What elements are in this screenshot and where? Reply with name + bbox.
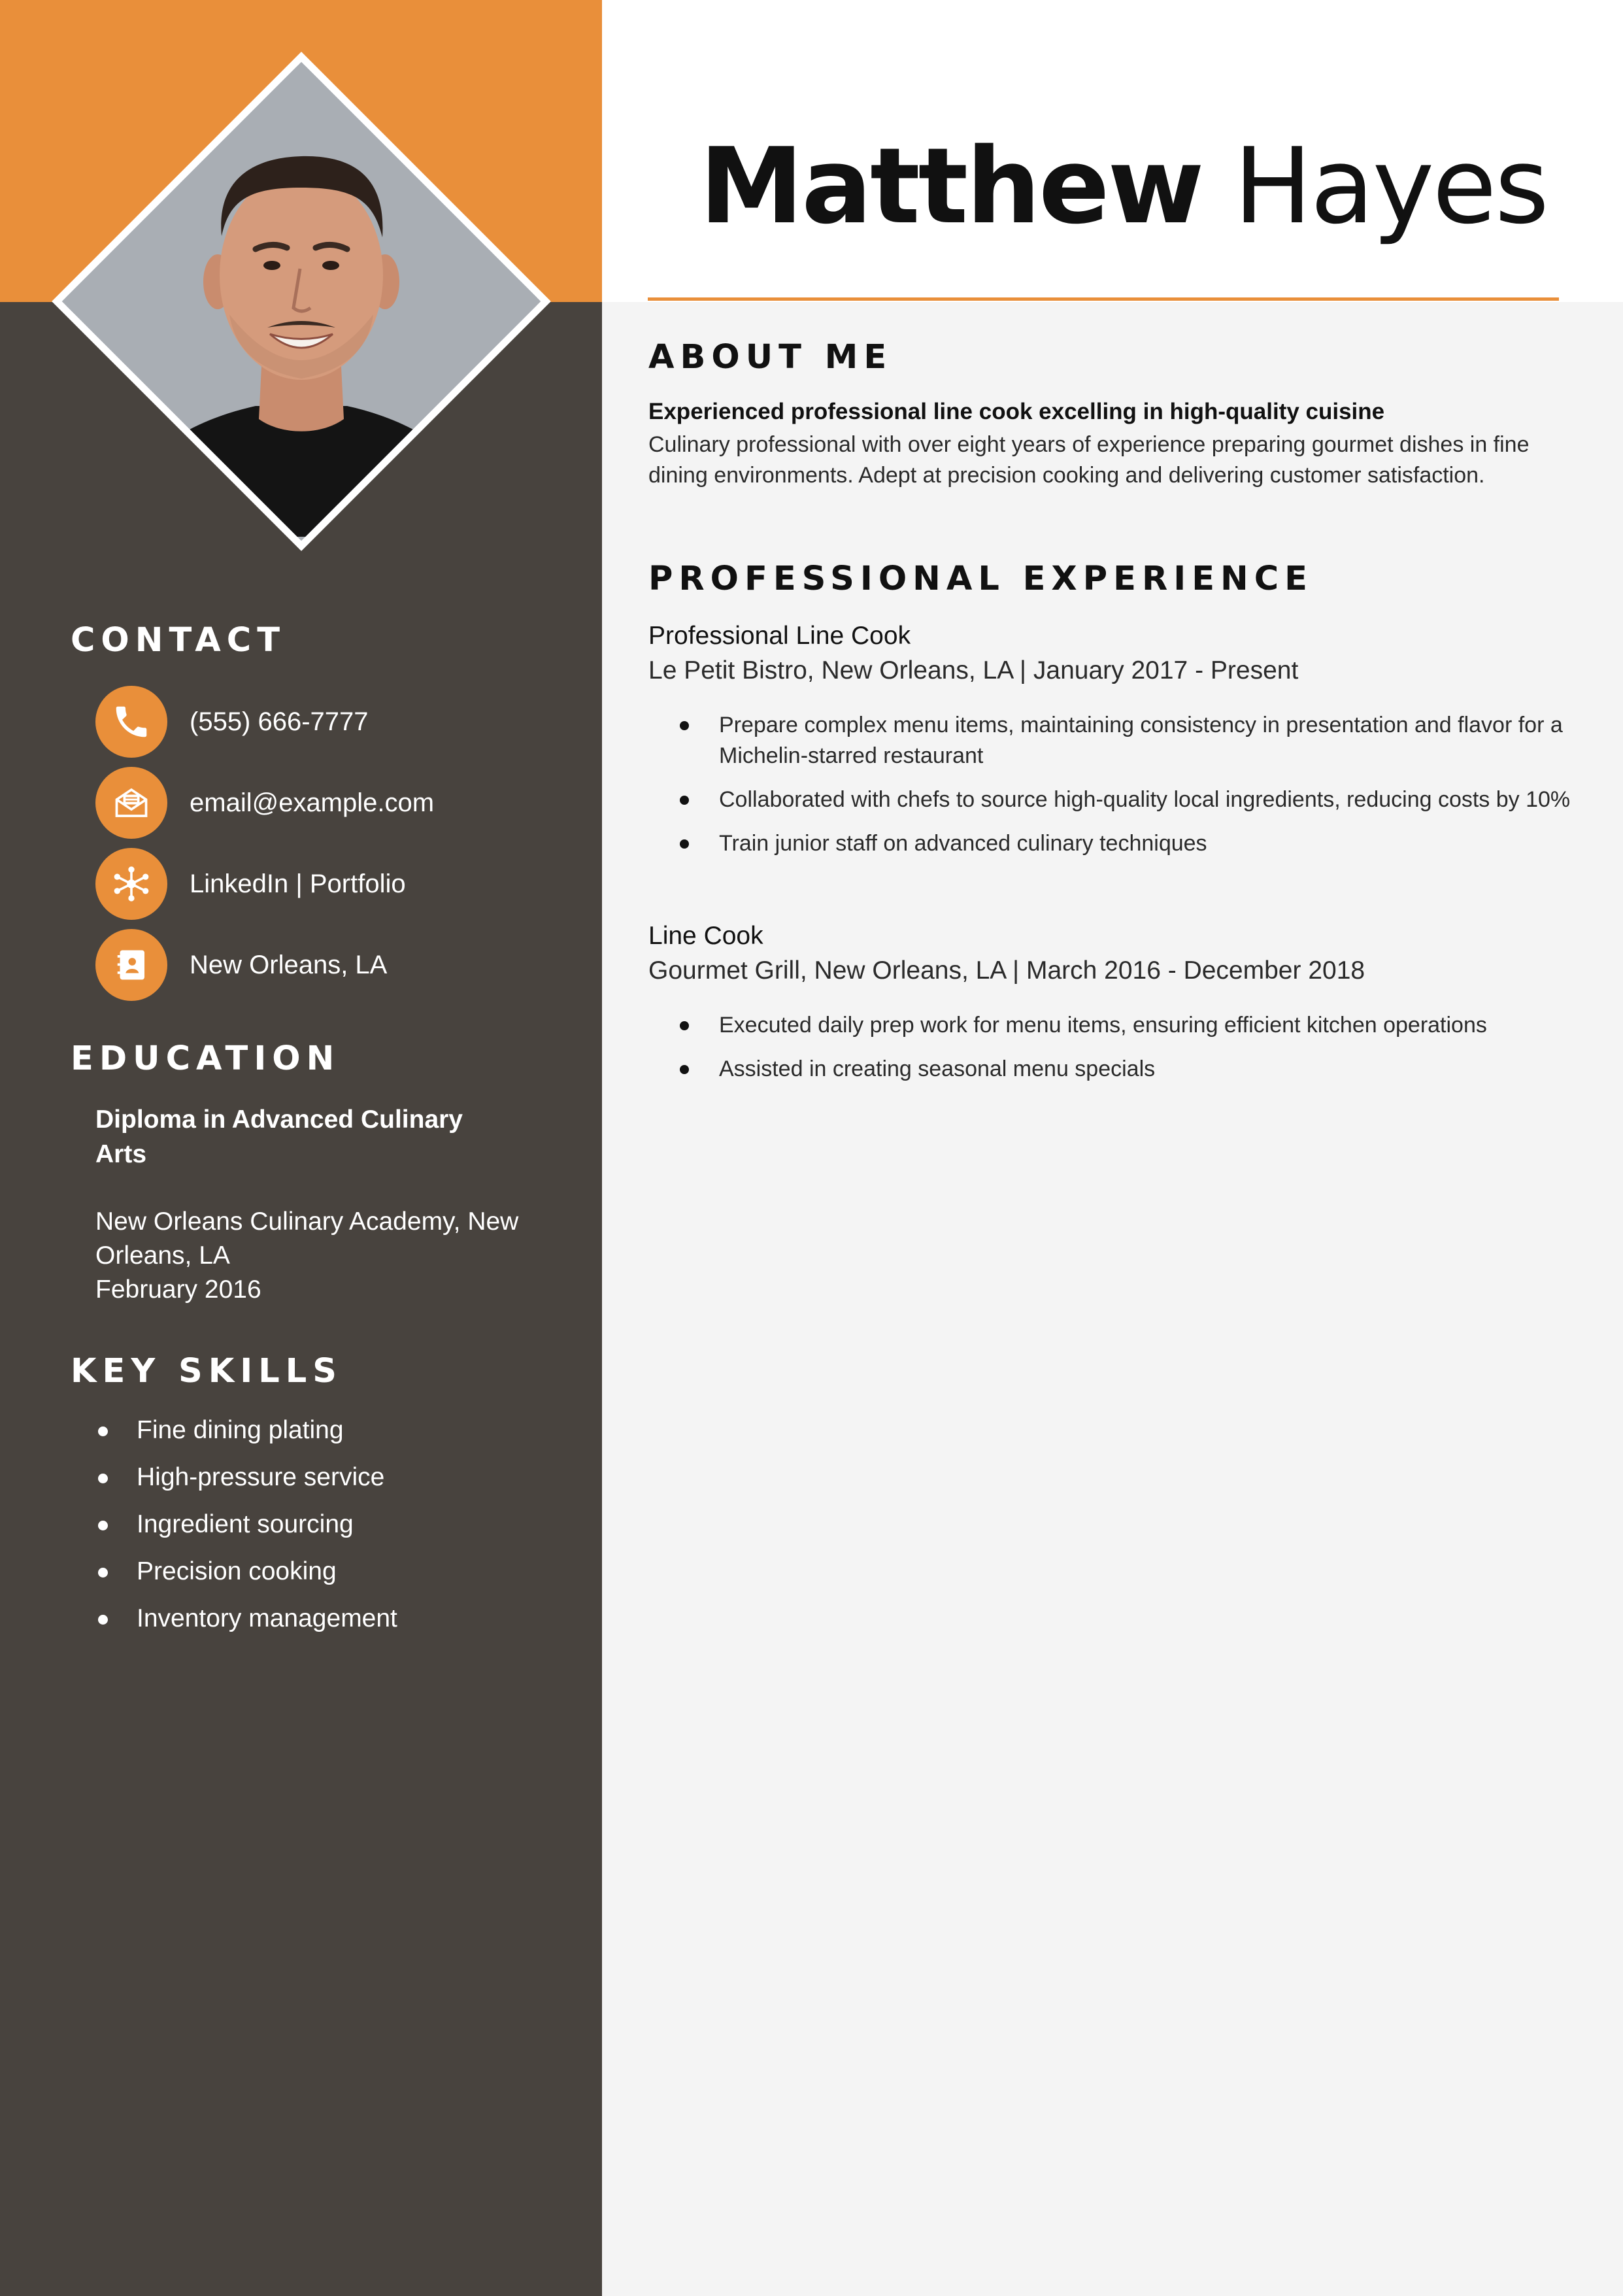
skill-item: Inventory management xyxy=(95,1602,397,1649)
job-bullet: Train junior staff on advanced culinary techniques xyxy=(677,828,1592,859)
email-address: email@example.com xyxy=(190,788,435,817)
skills-heading: KEY SKILLS xyxy=(71,1352,343,1391)
job-meta: Le Petit Bistro, New Orleans, LA | January 2017 - Present xyxy=(648,656,1299,684)
network-icon xyxy=(95,848,167,920)
about-body: Culinary professional with over eight years of experience preparing gourmet dishes in fine dining environments. Adept at precision cooking and delivering customer satisfaction. xyxy=(648,432,1530,488)
job-meta: Gourmet Grill, New Orleans, LA | March 2016 - December 2018 xyxy=(648,956,1365,985)
contact-location xyxy=(95,929,387,1001)
contact-email xyxy=(95,767,434,839)
last-name: Hayes xyxy=(1233,125,1548,247)
job-bullet: Assisted in creating seasonal menu specials xyxy=(677,1054,1592,1085)
job-bullet: Prepare complex menu items, maintaining consistency in presentation and flavor for a Michelin-starred restaurant xyxy=(677,710,1592,771)
links-text[interactable]: LinkedIn | Portfolio xyxy=(190,869,406,898)
education-heading: EDUCATION xyxy=(71,1039,341,1078)
location-text: New Orleans, LA xyxy=(190,950,388,979)
education-school: New Orleans Culinary Academy, New Orleans, LA xyxy=(95,1207,519,1270)
name-underline xyxy=(648,297,1559,301)
job-bullet: Executed daily prep work for menu items, ensuring efficient kitchen operations xyxy=(677,1010,1592,1041)
envelope-icon xyxy=(95,767,167,839)
skills-list xyxy=(95,1413,397,1649)
job-bullets xyxy=(677,710,1592,872)
experience-heading: PROFESSIONAL EXPERIENCE xyxy=(648,560,1313,598)
contact-links xyxy=(95,848,406,920)
address-book-icon xyxy=(95,929,167,1001)
about-headline: Experienced professional line cook excelling in high-quality cuisine xyxy=(648,399,1385,424)
job-title: Line Cook xyxy=(648,922,763,950)
contact-heading: CONTACT xyxy=(71,621,286,660)
phone-icon xyxy=(95,686,167,758)
education-date: February 2016 xyxy=(95,1275,261,1304)
job-bullets xyxy=(677,1010,1592,1098)
phone-number: (555) 666-7777 xyxy=(190,707,369,736)
skill-item: Fine dining plating xyxy=(95,1413,397,1460)
job-bullet: Collaborated with chefs to source high-quality local ingredients, reducing costs by 10% xyxy=(677,785,1592,815)
skill-item: Ingredient sourcing xyxy=(95,1508,397,1555)
about-heading: ABOUT ME xyxy=(648,338,893,377)
candidate-name xyxy=(699,125,1582,247)
job-title: Professional Line Cook xyxy=(648,622,911,650)
skill-item: Precision cooking xyxy=(95,1555,397,1602)
education-details xyxy=(95,1205,553,1307)
contact-phone xyxy=(95,686,369,758)
first-name: Matthew xyxy=(699,125,1203,247)
skill-item: High-pressure service xyxy=(95,1460,397,1508)
education-degree: Diploma in Advanced Culinary Arts xyxy=(95,1106,463,1168)
